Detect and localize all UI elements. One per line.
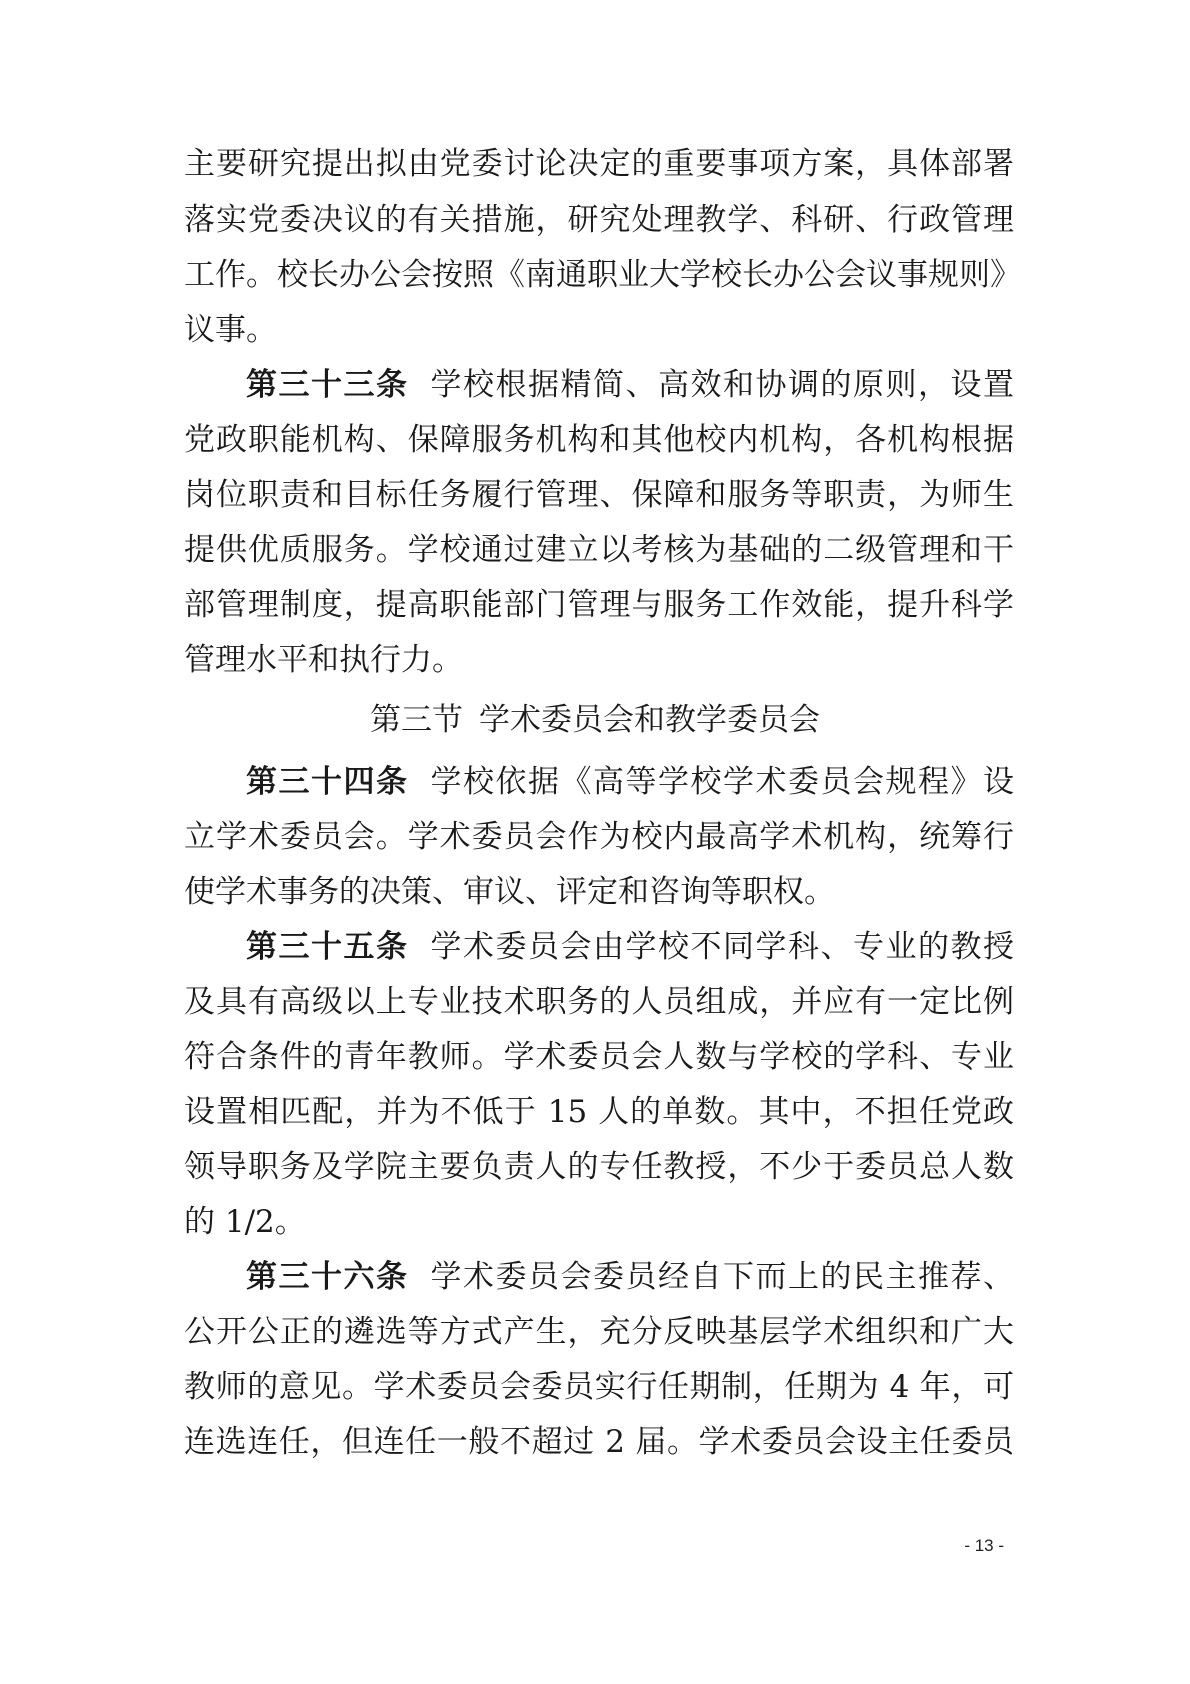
paragraph-line: 主要研究提出拟由党委讨论决定的重要事项方案，具体部署 [184,146,1014,182]
paragraph-line: 立学术委员会。学术委员会作为校内最高学术机构，统筹行 [184,819,1014,855]
article-34-first-line [246,762,1014,802]
paragraph-line: 岗位职责和目标任务履行管理、保障和服务等职责，为师生 [184,477,1014,513]
article-heading: 第三十三条 [246,367,409,403]
article-heading: 第三十五条 [246,929,409,965]
article-heading: 第三十六条 [246,1259,409,1295]
paragraph-line: 符合条件的青年教师。学术委员会人数与学校的学科、专业 [184,1039,1014,1075]
paragraph-line: 党政职能机构、保障服务机构和其他校内机构，各机构根据 [184,422,1014,458]
paragraph-line: 设置相匹配，并为不低于 15 人的单数。其中，不担任党政 [184,1094,1014,1130]
paragraph-line: 管理水平和执行力。 [184,642,463,678]
paragraph-line: 连选连任，但连任一般不超过 2 届。学术委员会设主任委员 [184,1424,1014,1460]
paragraph-line: 公开公正的遴选等方式产生，充分反映基层学术组织和广大 [184,1314,1014,1350]
article-text: 学校依据《高等学校学术委员会规程》设 [430,764,1014,800]
paragraph-line: 领导职务及学院主要负责人的专任教授，不少于委员总人数 [184,1149,1014,1185]
article-text: 学校根据精简、高效和协调的原则，设置 [430,367,1014,403]
paragraph-line: 议事。 [184,312,277,348]
paragraph-line: 及具有高级以上专业技术职务的人员组成，并应有一定比例 [184,984,1014,1020]
article-33-first-line [246,365,1014,405]
page-number: - 13 - [964,1536,1004,1555]
paragraph-line: 工作。校长办公会按照《南通职业大学校长办公会议事规则》 [184,257,1021,293]
paragraph-line: 部管理制度，提高职能部门管理与服务工作效能，提升科学 [184,587,1014,623]
paragraph-line: 提供优质服务。学校通过建立以考核为基础的二级管理和干 [184,532,1014,568]
section-number: 第三节 [370,702,463,738]
paragraph-line: 的 1/2。 [184,1204,306,1240]
article-heading: 第三十四条 [246,764,409,800]
article-text: 学术委员会由学校不同学科、专业的教授 [430,929,1014,965]
paragraph-line: 落实党委决议的有关措施，研究处理教学、科研、行政管理 [184,202,1014,238]
section-title: 学术委员会和教学委员会 [479,702,820,738]
article-text: 学术委员会委员经自下而上的民主推荐、 [430,1259,1014,1295]
paragraph-line: 教师的意见。学术委员会委员实行任期制，任期为 4 年，可 [184,1369,1014,1405]
article-36-first-line [246,1257,1014,1297]
paragraph-line: 使学术事务的决策、审议、评定和咨询等职权。 [184,874,835,910]
section-heading [0,700,1190,740]
article-35-first-line [246,927,1014,967]
